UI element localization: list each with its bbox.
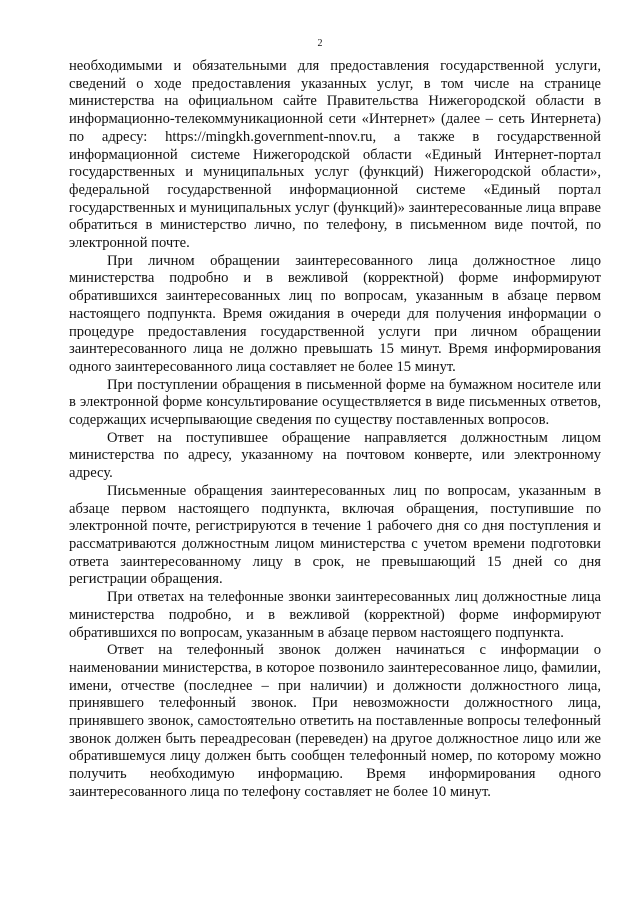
paragraph-personal-visit: При личном обращении заинтересованного лица должностное лицо министерства подробно и в вежливой (корректной) форме информируют обратившихся заинтересованных лиц по вопросам, указанным в абзаце первом настоящего подпункта. Время ожидания в очереди для получения информации о процедуре предоставления государственной услуги при личном обращении заинтересованного лица не должно превышать 15 минут. Время информирования одного заинтересованного лица составляет не более 15 минут. bbox=[69, 252, 601, 375]
page-number: 2 bbox=[317, 38, 323, 49]
document-body bbox=[69, 58, 601, 802]
paragraph-written-registration: Письменные обращения заинтересованных лиц по вопросам, указанным в абзаце первом настоящего подпункта, включая обращения, поступившие по электронной почте, регистрируются в течение 1 рабочего дня со дня поступления и рассматриваются должностным лицом министерства с учетом времени подготовки ответа заинтересованному лицу в срок, не превышающий 15 дней со дня регистрации обращения. bbox=[69, 482, 601, 588]
paragraph-reply-address: Ответ на поступившее обращение направляется должностным лицом министерства по адресу, указанному на почтовом конверте, или электронному адресу. bbox=[69, 429, 601, 482]
paragraph-written-request: При поступлении обращения в письменной форме на бумажном носителе или в электронной форме консультирование осуществляется в виде письменных ответов, содержащих исчерпывающие сведения по существу поставленных вопросов. bbox=[69, 376, 601, 429]
paragraph-phone-answer: Ответ на телефонный звонок должен начинаться с информации о наименовании министерства, в которое позвонило заинтересованное лицо, фамилии, имени, отчестве (последнее – при наличии) и должности должностного лица, принявшего телефонный звонок. При невозможности должностного лица, принявшего звонок, самостоятельно ответить на поставленные вопросы телефонный звонок должен быть переадресован (переведен) на другое должностное лицо или же обратившемуся лицу должен быть сообщен телефонный номер, по которому можно получить необходимую информацию. Время информирования одного заинтересованного лица по телефону составляет не более 10 минут. bbox=[69, 642, 601, 800]
paragraph-continuation: необходимыми и обязательными для предоставления государственной услуги, сведений о ходе предоставления указанных услуг, в том числе на странице министерства на официальном сайте Правительства Нижегородской области в информационно-телекоммуникационной сети «Интернет» (далее – сеть Интернета) по адресу: https://mingkh.government-nnov.ru, а также в государственной информационной системе Нижегородской области «Единый Интернет-портал государственных и муниципальных услуг (функций) Нижегородской области», федеральной государственной информационной системе «Единый портал государственных и муниципальных услуг (функций)» заинтересованные лица вправе обратиться в министерство лично, по телефону, в письменном виде почтой, по электронной почте. bbox=[69, 58, 601, 252]
paragraph-phone-calls: При ответах на телефонные звонки заинтересованных лиц должностные лица министерства подробно, и в вежливой (корректной) форме информируют обратившихся по вопросам, указанным в абзаце первом настоящего подпункта. bbox=[69, 589, 601, 641]
